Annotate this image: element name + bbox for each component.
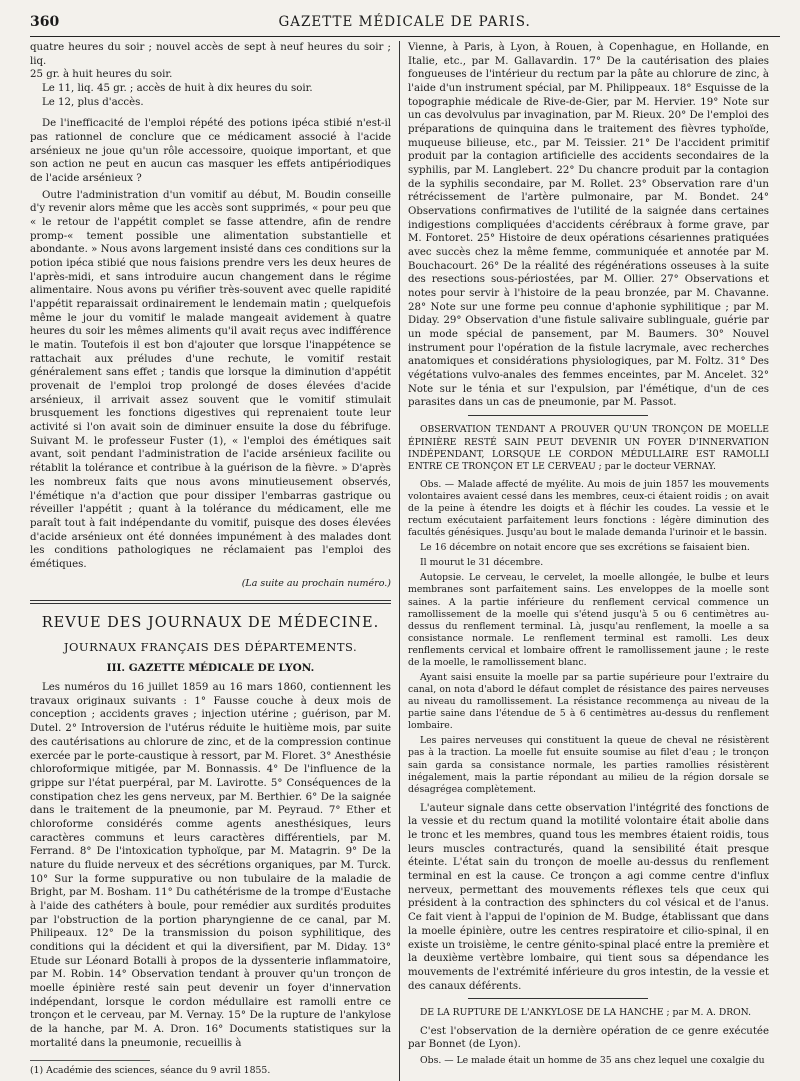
review-title: REVUE DES JOURNAUX DE MÉDECINE. [41, 615, 380, 632]
observation-paragraph: Obs. — Malade affecté de myélite. Au mois de juin 1857 les mouvements volontaires avaient cessé dans les membres, ceux-ci étaient roidis ; on avait de la peine à étendre les doigts et à fléchir les coudes. La vessie et le rectum exécutaient parfaitement leurs fonctions : légère diminution des facultés génésiques. Jusqu'au bout le malade demanda l'urinoir et le bassin. [408, 478, 769, 539]
observation-paragraph: Le 16 décembre on notait encore que ses excrétions se faisaient bien. [420, 542, 750, 554]
review-paragraph: Les numéros du 16 juillet 1859 au 16 mars 1860, contiennent les travaux originaux suivants : 1° Fausse couche à deux mois de conception ; accidents graves ; injection utérine ; guérison, par M. Dutel. 2° Introversion de l'utérus réduite le huitième mois, par suite des cautérisations au chlorure de zinc, et de la compression continue exercée par le porte-caustique à ressort, par M. Floret. 3° Anesthésie chloroformique mitigée, par M. Bonnassis. 4° De l'influence de la grippe sur l'état puerpéral, par M. Lavirotte. 5° Conséquences de la constipation chez les gens nerveux, par M. Berthier. 6° De la saignée dans le traitement de la pneumonie, par M. Peyraud. 7° Ether et chloroforme considérés comme agents anesthésiques, leurs caractères communs et leurs caractères différentiels, par M. Ferrand. 8° De l'intoxication typhoïque, par M. Matagrin. 9° De la nature du fluide nerveux et des sécrétions organiques, par M. Turck. 10° Sur la forme suppurative ou non tubulaire de la maladie de Bright, par M. Bosham. 11° Du cathétérisme de la trompe d'Eustache à l'aide des cathéters à boule, pour remédier aux surdités produites par l'obstruction de la portion pharyngienne de ce canal, par M. Philipeaux. 12° De la transmission du poison syphilitique, des conditions qui la décident et qui la diversifient, par M. Diday. 13° Etude sur Léonard Botalli à propos de la dyssenterie inflammatoire, par M. Robin. 14° Observation tendant à prouver qu'un tronçon de moelle épinière resté sain peut devenir un foyer d'innervation indépendant, lorsque le cordon médullaire est ramolli entre ce tronçon et le cerveau, par M. Vernay. 15° De la rupture de l'ankylose de la hanche, par M. A. Dron. 16° Documents statistiques sur la mortalité dans la pneumonie, recueillis à [30, 682, 391, 1049]
observation-title: OBSERVATION TENDANT A PROUVER QU'UN TRONÇON DE MOELLE ÉPINIÈRE RESTÉ SAIN PEUT DEVENIR UN FOYER D'INNERVATION INDÉPENDANT, LORSQUE LE CORDON MÉDULLAIRE EST RAMOLLI ENTRE CE TRONÇON ET LE CERVEAU ; par le docteur VERNAY. [408, 424, 769, 473]
journal-title: GAZETTE MÉDICALE DE PARIS. [278, 14, 531, 30]
divider-rule [468, 998, 648, 999]
rupture-paragraph: C'est l'observation de la dernière opération de ce genre exécutée par Bonnet (de Lyon). [408, 1025, 769, 1051]
text-line: Le 11, liq. 45 gr. ; accès de huit à dix heures du soir. [42, 83, 313, 95]
paragraph: Outre l'administration d'un vomitif au début, M. Boudin conseille d'y revenir alors même que les accès sont supprimés, « pour peu que « le retour de l'appétit complet se fasse attendre, afin de rendre promp-« tement possible une alimentation substantielle et abondante. » Nous avons largement insisté dans ces conditions sur la potion ipéca stibié que nous faisions prendre vers les deux heures de l'après-midi, et sans introduire aucun changement dans le régime alimentaire. Nous avons pu vérifier très-souvent avec quelle rapidité l'appétit reparaissait ordinairement le lendemain matin ; quelquefois même le jour du vomitif le malade mangeait avidement à quatre heures du soir les mêmes aliments qu'il avait reçus avec indifférence le matin. Toutefois il est bon d'ajouter que lorsque l'inappétence se rattachait aux préludes d'une rechute, le vomitif restait généralement sans effet ; tandis que lorsque la diminution d'appétit provenait de l'emploi trop prolongé de doses élevées d'acide arsénieux, il arrivait assez souvent que le vomitif stimulait brusquement les fonctions digestives qui reprenaient toute leur activité si l'on avait soin de diminuer ensuite la dose du fébrifuge. Suivant M. le professeur Fuster (1), « l'emploi des émétiques sait avant, soit pendant l'administration de l'acide arsénieux facilite ou rétablit la tolérance et contribue à la guérison de la fièvre. » D'après les nombreux faits que nous avons minutieusement observés, l'émétique n'a d'action que pour dissiper l'embarras gastrique ou réveiller l'appétit ; quant à la tolérance du médicament, elle me paraît tout à fait indépendante du vomitif, puisque des doses élevées d'acide arsénieux ont été données impunément à des malades dont les conditions pathologiques ne réclamaient pas l'emploi des émétiques. [30, 189, 391, 570]
last-observation: Obs. — Le malade était un homme de 35 ans chez lequel une coxalgie du [420, 1054, 765, 1066]
two-column-body [30, 41, 780, 1081]
intro-lines [30, 41, 391, 109]
page-header [30, 14, 780, 37]
divider-rule [468, 415, 648, 416]
review-continuation: Vienne, à Paris, à Lyon, à Rouen, à Copenhague, en Hollande, en Italie, etc., par M. Gallavardin. 17° De la cautérisation des plaies fongueuses de l'intérieur du rectum par la pâte au chlorure de zinc, à l'aide d'un instrument spécial, par M. Philippeaux. 18° Esquisse de la topographie médicale de Rive-de-Gier, par M. Hervier. 19° Note sur un cas devolvulus par invagination, par M. Rieux. 20° De l'emploi des préparations de quinquina dans le traitement des fièvres typhoïde, muqueuse bilieuse, etc., par M. Teissier. 21° De l'accident primitif produit par la contagion artificielle des accidents secondaires de la syphilis, par M. Langlebert. 22° Du chancre produit par la contagion de la syphilis secondaire, par M. Rollet. 23° Observation rare d'un rétrécissement de l'artère pulmonaire, par M. Bondet. 24° Observations confirmatives de l'utilité de la saignée dans certaines indigestions compliquées d'accidents cérébraux à forme grave, par M. Fontoret. 25° Histoire de deux opérations césariennes pratiquées avec succès chez la même femme, communiquée et annotée par M. Bouchacourt. 26° De la réalité des régénérations osseuses à la suite des resections sous-périostées, par M. Ollier. 27° Observations et notes pour servir à l'histoire de la peau bronzée, par M. Chavanne. 28° Note sur une forme peu connue d'aphonie syphilitique ; par M. Diday. 29° Observation d'une fistule salivaire sublinguale, guérie par un mode spécial de pansement, par M. Baumers. 30° Nouvel instrument pour l'opération de la fistule lacrymale, avec recherches anatomiques et considérations physiologiques, par M. Foltz. 31° Des végétations vulvo-anales des femmes enceintes, par M. Ancelet. 32° Note sur le ténia et sur l'expulsion, par l'émétique, d'un de ces parasites dans un cas de pneumonie, par M. Passot. [408, 42, 769, 409]
right-column [400, 41, 769, 1081]
footnote: (1) Académie des sciences, séance du 9 avril 1855. [30, 1065, 271, 1077]
section-title: III. GAZETTE MÉDICALE DE LYON. [106, 662, 315, 675]
section-divider [30, 600, 391, 604]
continued-note: (La suite au prochain numéro.) [241, 577, 391, 589]
text-line: 25 gr. à huit heures du soir. [30, 69, 173, 81]
observation-paragraph: Autopsie. Le cerveau, le cervelet, la moelle allongée, le bulbe et leurs membranes sont parfaitement sains. Les enveloppes de la moelle sont saines. A la partie inférieure du renflement cervical commence un ramollissement de la moelle qui s'étend jusqu'à 5 ou 6 centimètres au-dessus du renflement terminal. Là, jusqu'au renflement, la moelle a sa consistance normale. Le renflement terminal est ramolli. Les deux renflements cervical et lombaire offrent le ramollissement jaune ; le reste de la moelle, le ramollissement blanc. [408, 572, 769, 668]
text-line: Le 12, plus d'accès. [42, 96, 144, 108]
observation-paragraph: Il mourut le 31 décembre. [420, 557, 544, 569]
rupture-title: DE LA RUPTURE DE L'ANKYLOSE DE LA HANCHE ; par M. A. DRON. [420, 1007, 752, 1019]
text-line: quatre heures du soir ; nouvel accès de sept à neuf heures du soir ; liq. [30, 42, 391, 67]
footnote-rule [30, 1060, 150, 1061]
left-column [30, 41, 400, 1081]
review-subtitle: JOURNAUX FRANÇAIS DES DÉPARTEMENTS. [63, 639, 358, 654]
observation-paragraph: Ayant saisi ensuite la moelle par sa partie supérieure pour l'extraire du canal, on nota d'abord le défaut complet de résistance des paires nerveuses au niveau du ramollissement. La résistance recommença au niveau de la partie saine dans l'étendue de 5 à 6 centimètres au-dessus du renflement lombaire. [408, 672, 769, 732]
commentary-paragraph: L'auteur signale dans cette observation l'intégrité des fonctions de la vessie et du rectum quand la motilité volontaire était abolie dans le tronc et les membres, quand tous les membres étaient roidis, tous leurs muscles contracturés, quand la sensibilité était presque éteinte. L'état sain du tronçon de moelle au-dessus du renflement terminal en est la cause. Ce tronçon a agi comme centre d'influx nerveux, permettant des mouvements réflexes tels que ceux qui président à la contraction des sphincters du col vésical et de l'anus. Ce fait vient à l'appui de l'opinion de M. Budge, établissant que dans la moelle épinière, outre les centres respiratoire et cilio-spinal, il en existe un troisième, le centre génito-spinal placé entre la première et la deuxième vertèbre lombaire, qui tient sous sa dépendance les mouvements de l'extrémité inférieure du gros intestin, de la vessie et des canaux déférents. [408, 802, 769, 992]
observation-paragraph: Les paires nerveuses qui constituent la queue de cheval ne résistèrent pas à la traction. La moelle fut ensuite soumise au filet d'eau ; le tronçon sain garda sa consistance normale, les parties ramollies résistèrent inégalement, mais la partie répondant au milieu de la région dorsale se désagrégea complètement. [408, 735, 769, 795]
page-number: 360 [30, 14, 60, 30]
paragraph: De l'inefficacité de l'emploi répété des potions ipéca stibié n'est-il pas rationnel de conclure que ce médicament associé à l'acide arsénieux ne joue qu'un rôle accessoire, quoique important, et que son action ne peut en aucun cas masquer les effets antipériodiques de l'acide arsénieux ? [30, 118, 391, 185]
